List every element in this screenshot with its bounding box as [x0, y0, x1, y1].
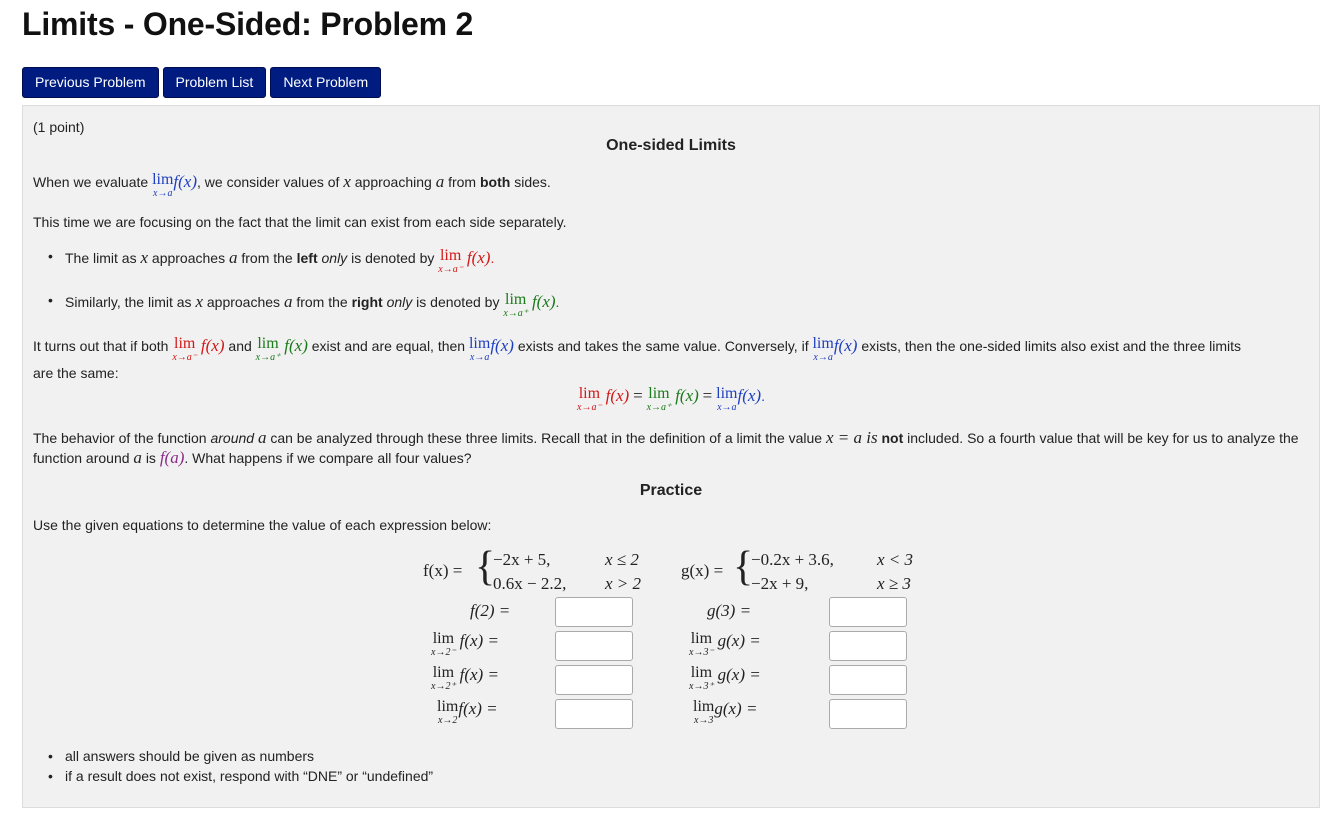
problem-body: [22, 105, 1320, 808]
f-piece-2: 0.6x − 2.2,: [493, 574, 567, 593]
right-limit: lim x→a⁺: [503, 291, 529, 319]
intro-text: When we evaluate: [33, 174, 149, 190]
f-brace: {: [475, 544, 496, 590]
behavior-paragraph: The behavior of the function around a can be analyzed through these three limits. Recall that in the definition of a limit the value x = a is not included. So a fourth value that will be key for us to analyze the function around a is f(a). What happens if we compare all four values?: [33, 428, 1299, 467]
right-limit-bullet: • Similarly, the limit as x approaches a from the right only is denoted by lim x→a⁺ f(x).: [33, 292, 933, 319]
note-item: • if a result does not exist, respond with “DNE” or “undefined”: [33, 766, 433, 786]
g-row-label: lim x→3⁺ g(x) =: [689, 664, 761, 692]
g-piece-2: −2x + 9,: [751, 574, 809, 593]
f-cond-2: x > 2: [605, 574, 642, 593]
g-definition-lhs: g(x) =: [681, 561, 724, 580]
section-heading-practice: Practice: [639, 482, 703, 499]
left-limit-bullet: • The limit as x approaches a from the left only is denoted by lim x→a⁻ f(x).: [33, 248, 933, 275]
g-cond-2: x ≥ 3: [877, 574, 911, 593]
f-row-label: lim x→2⁻ f(x) =: [431, 630, 499, 658]
g-brace: {: [733, 544, 754, 590]
answer-f-left-limit[interactable]: [555, 631, 633, 661]
intro-text-5: sides.: [514, 174, 551, 190]
problem-nav: [22, 67, 381, 98]
answer-g-right-limit[interactable]: [829, 665, 907, 695]
answer-notes: [33, 746, 433, 786]
equality-sentence-end: are the same:: [33, 365, 119, 381]
f-piece-1: −2x + 5,: [493, 550, 551, 569]
section-heading-one-sided: One-sided Limits: [606, 137, 736, 154]
intro-text-4: from: [448, 174, 477, 190]
answer-f-limit[interactable]: [555, 699, 633, 729]
var-x: x: [343, 172, 351, 191]
g-row-label: g(3) =: [707, 601, 752, 620]
f-row-label: lim x→2 f(x) =: [437, 698, 498, 726]
f-row-label: f(2) =: [470, 601, 511, 620]
points-label: (1 point): [33, 119, 85, 135]
focus-sentence: This time we are focusing on the fact that the limit can exist from each side separately.: [33, 214, 567, 230]
emphasis-both: both: [479, 174, 511, 190]
instructions: Use the given equations to determine the value of each expression below:: [33, 517, 492, 533]
answer-g-limit[interactable]: [829, 699, 907, 729]
equality-sentence: It turns out that if both lim x→a⁻ f(x) and lim x→a⁺ f(x) exist and are equal, then lim x→a f(x) exists and takes the same value. Conversely, if lim x→a f(x) exists, then the one-sided limits also exist and the three limits: [33, 335, 1242, 363]
fx-term: f(x): [173, 172, 198, 191]
g-cond-1: x < 3: [877, 550, 914, 569]
two-sided-limit: lim x→a: [152, 171, 174, 199]
next-problem-button[interactable]: Next Problem: [270, 67, 381, 98]
answer-f-2[interactable]: [555, 597, 633, 627]
denotation-list: [33, 248, 933, 275]
note-item: • all answers should be given as numbers: [33, 746, 433, 766]
var-a: a: [435, 172, 445, 191]
denotation-list-2: [33, 292, 933, 319]
answer-g-left-limit[interactable]: [829, 631, 907, 661]
problem-list-button[interactable]: Problem List: [163, 67, 267, 98]
previous-problem-button[interactable]: Previous Problem: [22, 67, 159, 98]
f-cond-1: x ≤ 2: [605, 550, 639, 569]
left-limit: lim x→a⁻: [438, 247, 463, 275]
intro-text-2: , we consider values of: [197, 174, 340, 190]
answer-f-right-limit[interactable]: [555, 665, 633, 695]
g-row-label: lim x→3⁻ g(x) =: [689, 630, 761, 658]
answer-g-3[interactable]: [829, 597, 907, 627]
page-title: Limits - One-Sided: Problem 2: [22, 6, 474, 42]
f-definition-lhs: f(x) =: [423, 561, 463, 580]
limit-equality-display: lim x→a⁻ f(x) = lim x→a⁺ f(x) = lim x→a f(x).: [577, 385, 765, 413]
f-row-label: lim x→2⁺ f(x) =: [431, 664, 499, 692]
intro-text-3: approaching: [354, 174, 432, 190]
g-row-label: lim x→3 g(x) =: [693, 698, 758, 726]
g-piece-1: −0.2x + 3.6,: [751, 550, 834, 569]
intro-sentence: [33, 172, 551, 199]
